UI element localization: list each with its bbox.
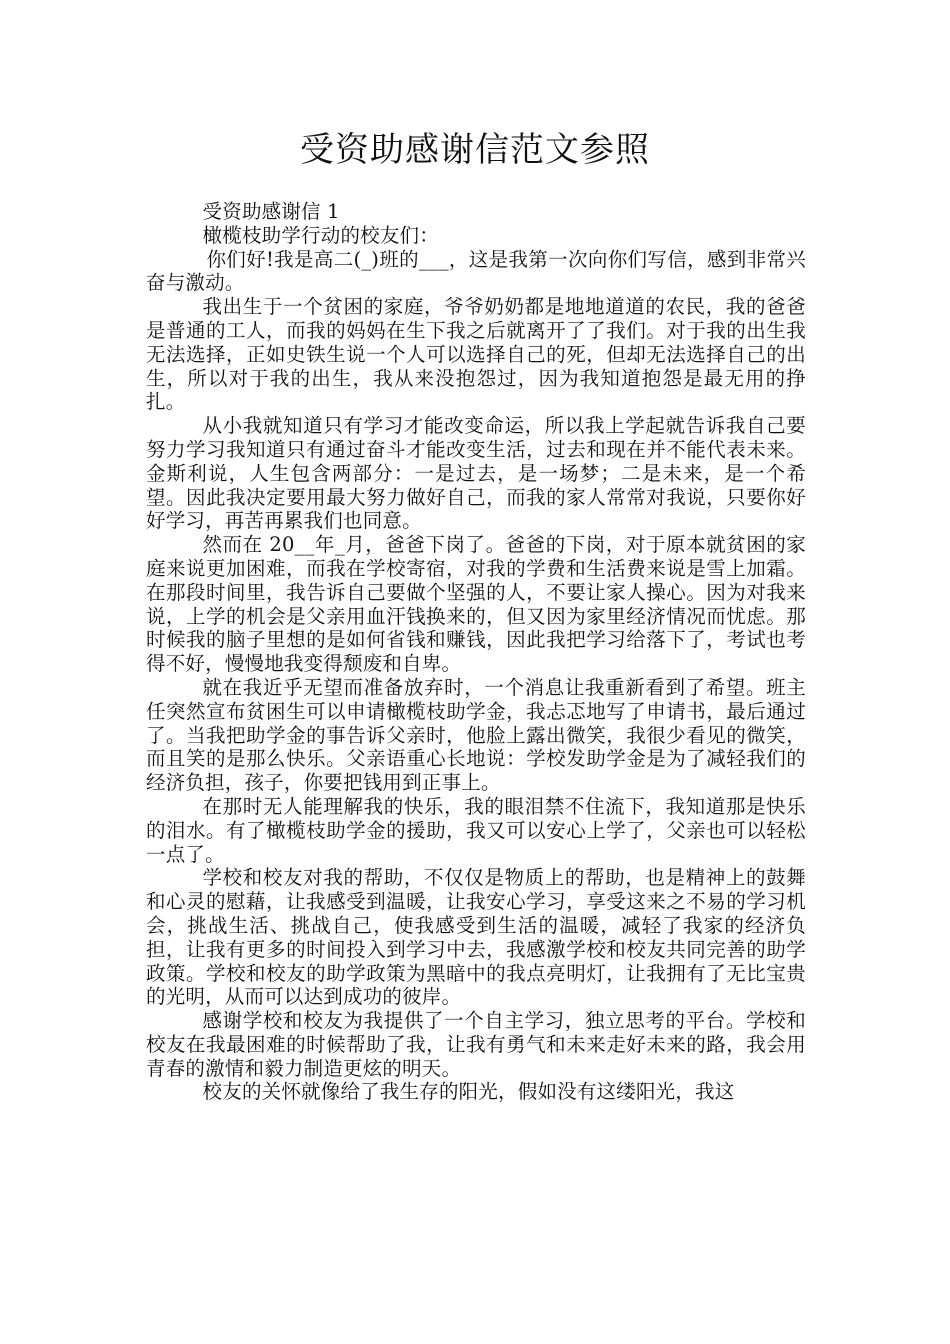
letter-body (146, 200, 806, 1104)
paragraph-7: 学校和校友对我的帮助，不仅仅是物质上的帮助，也是精神上的鼓舞和心灵的慰藉，让我感受到温暖，让我安心学习，享受这来之不易的学习机会，挑战生活、挑战自己，使我感受到生活的温暖，减轻了我家的经济负担，让我有更多的时间投入到学习中去，我感激学校和校友共同完善的助学政策。学校和校友的助学政策为黑暗中的我点亮明灯，让我拥有了无比宝贵的光明，从而可以达到成功的彼岸。 (146, 866, 806, 1009)
paragraph-6: 在那时无人能理解我的快乐，我的眼泪禁不住流下，我知道那是快乐的泪水。有了橄榄枝助学金的援助，我又可以安心上学了，父亲也可以轻松一点了。 (146, 794, 806, 866)
letter-subtitle: 受资助感谢信 1 (202, 200, 340, 223)
paragraph-5: 就在我近乎无望而准备放弃时，一个消息让我重新看到了希望。班主任突然宣布贫困生可以申请橄榄枝助学金，我忐忑地写了申请书，最后通过了。当我把助学金的事告诉父亲时，他脸上露出微笑，我很少看见的微笑，而且笑的是那么快乐。父亲语重心长地说：学校发助学金是为了减轻我们的经济负担，孩子，你要把钱用到正事上。 (146, 675, 806, 795)
paragraph-9: 校友的关怀就像给了我生存的阳光，假如没有这缕阳光，我这 (202, 1080, 735, 1104)
letter-salutation: 橄榄枝助学行动的校友们： (202, 223, 439, 247)
paragraph-4: 然而在 20__年_月，爸爸下岗了。爸爸的下岗，对于原本就贫困的家庭来说更加困难，而我在学校寄宿，对我的学费和生活费来说是雪上加霜。在那段时间里，我告诉自己要做个坚强的人，不要让家人操心。因为对我来说，上学的机会是父亲用血汗钱换来的，但又因为家里经济情况而忧虑。那时候我的脑子里想的是如何省钱和赚钱，因此我把学习给落下了，考试也考得不好，慢慢地我变得颓废和自卑。 (146, 533, 806, 676)
paragraph-1: 你们好!我是高二(_)班的___，这是我第一次向你们写信，感到非常兴奋与激动。 (146, 247, 806, 295)
paragraph-8: 感谢学校和校友为我提供了一个自主学习，独立思考的平台。学校和校友在我最困难的时候帮助了我，让我有勇气和未来走好未来的路，我会用青春的激情和毅力制造更炫的明天。 (146, 1009, 806, 1080)
paragraph-3: 从小我就知道只有学习才能改变命运，所以我上学起就告诉我自己要努力学习我知道只有通过奋斗才能改变生活，过去和现在并不能代表未来。金斯利说，人生包含两部分：一是过去，是一场梦；二是未来，是一个希望。因此我决定要用最大努力做好自己，而我的家人常常对我说，只要你好好学习，再苦再累我们也同意。 (146, 414, 806, 533)
document-title: 受资助感谢信范文参照 (300, 130, 650, 170)
paragraph-2: 我出生于一个贫困的家庭，爷爷奶奶都是地地道道的农民，我的爸爸是普通的工人，而我的妈妈在生下我之后就离开了了我们。对于我的出生我无法选择，正如史铁生说一个人可以选择自己的死，但却无法选择自己的出生，所以对于我的出生，我从来没抱怨过，因为我知道抱怨是最无用的挣扎。 (146, 295, 806, 414)
